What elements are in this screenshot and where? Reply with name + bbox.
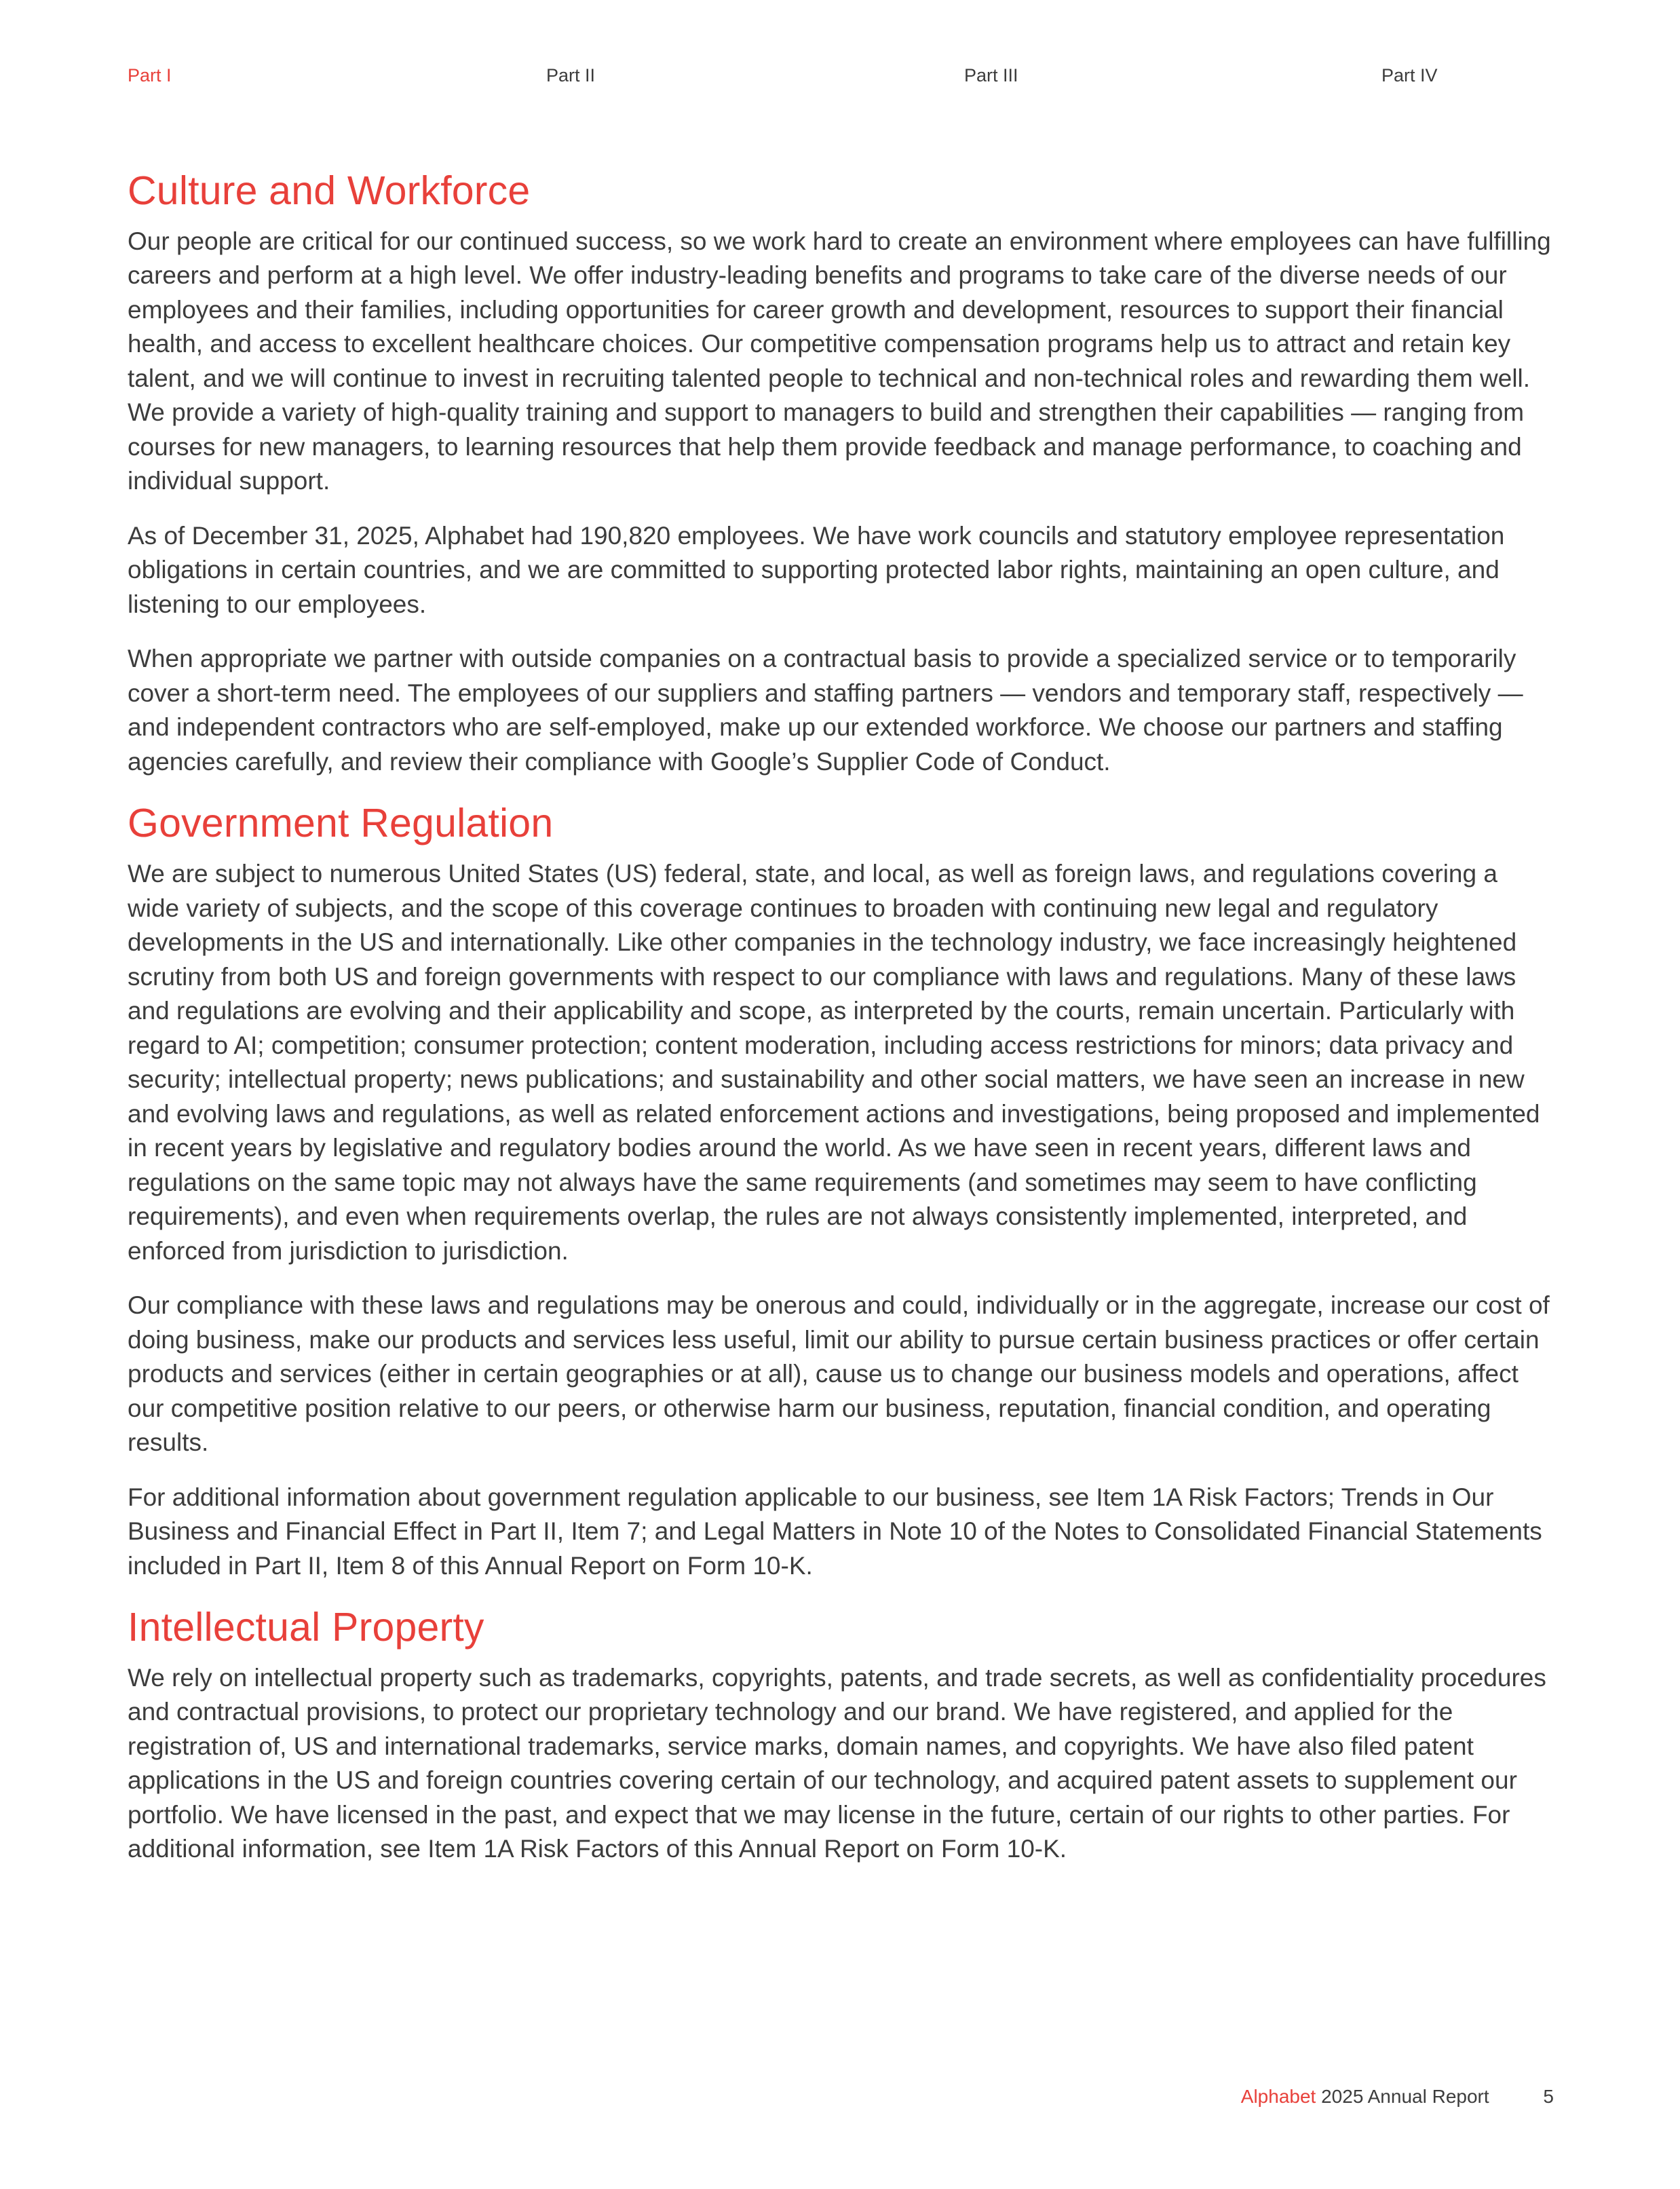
paragraph: We rely on intellectual property such as trademarks, copyrights, patents, and trade secrets, as well as confidentiality procedures and contractual provisions, to protect our proprietary technology and our brand. We have registered, and applied for the registration of, US and international trademarks, service marks, domain names, and copyrights. We have also filed patent applications in the US and foreign countries covering certain of our technology, and acquired patent assets to supplement our portfolio. We have licensed in the past, and expect that we may license in the future, certain of our rights to other parties. For additional information, see Item 1A Risk Factors of this Annual Report on Form 10-K. [128, 1663, 1546, 1863]
nav-part-i[interactable]: Part I [128, 65, 172, 85]
section-culture-and-workforce [128, 167, 1552, 779]
paragraph: Our compliance with these laws and regulations may be onerous and could, individually or in the aggregate, increase our cost of doing business, make our products and services less useful, limit our ability to pursue certain business practices or offer certain products and services (either in certain geographies or at all), cause us to change our business models and operations, affect our competitive position relative to our peers, or otherwise harm our business, reputation, financial condition, and operating results. [128, 1291, 1550, 1457]
nav-part-iii[interactable]: Part III [964, 65, 1018, 85]
paragraph: We are subject to numerous United States (US) federal, state, and local, as well as foreign laws, and regulations covering a wide variety of subjects, and the scope of this coverage continues to broaden with continuing new legal and regulatory developments in the US and internationally. Like other companies in the technology industry, we face increasingly heightened scrutiny from both US and foreign governments with respect to our compliance with laws and regulations. Many of these laws and regulations are evolving and their applicability and scope, as interpreted by the courts, remain uncertain. Particularly with regard to AI; competition; consumer protection; content moderation, including access restrictions for minors; data privacy and security; intellectual property; news publications; and sustainability and other social matters, we have seen an increase in new and evolving laws and regulations, as well as related enforcement actions and investigations, being proposed and implemented in recent years by legislative and regulatory bodies around the world. As we have seen in recent years, different laws and regulations on the same topic may not always have the same requirements (and sometimes may seem to have conflicting requirements), and even when requirements overlap, the rules are not always consistently implemented, interpreted, and enforced from jurisdiction to jurisdiction. [128, 860, 1540, 1265]
section-heading: Culture and Workforce [128, 168, 531, 213]
page-footer [1241, 2086, 1554, 2108]
footer-report-title: 2025 Annual Report [1321, 2086, 1489, 2107]
page-number: 5 [1543, 2086, 1554, 2107]
part-navigation [128, 65, 1552, 92]
paragraph: As of December 31, 2025, Alphabet had 190,820 employees. We have work councils and statutory employee representation obligations in certain countries, and we are committed to supporting protected labor rights, maintaining an open culture, and listening to our employees. [128, 521, 1505, 618]
document-body [128, 167, 1552, 1887]
paragraph: For additional information about government regulation applicable to our business, see Item 1A Risk Factors; Trends in Our Business and Financial Effect in Part II, Item 7; and Legal Matters in Note 10 of the Notes to Consolidated Financial Statements included in Part II, Item 8 of this Annual Report on Form 10-K. [128, 1483, 1542, 1580]
section-intellectual-property [128, 1603, 1552, 1867]
footer-brand: Alphabet [1240, 2086, 1316, 2107]
paragraph: When appropriate we partner with outside companies on a contractual basis to provide a specialized service or to temporarily cover a short-term need. The employees of our suppliers and staffing partners — vendors and temporary staff, respectively — and independent contractors who are self-employed, make up our extended workforce. We choose our partners and staffing agencies carefully, and review their compliance with Google’s Supplier Code of Conduct. [128, 645, 1523, 776]
nav-part-ii[interactable]: Part II [546, 65, 596, 85]
section-heading: Government Regulation [128, 801, 554, 846]
section-government-regulation [128, 799, 1552, 1583]
nav-part-iv[interactable]: Part IV [1381, 65, 1438, 85]
paragraph: Our people are critical for our continued success, so we work hard to create an environment where employees can have fulfilling careers and perform at a high level. We offer industry-leading benefits and programs to take care of the diverse needs of our employees and their families, including opportunities for career growth and development, resources to support their financial health, and access to excellent healthcare choices. Our competitive compensation programs help us to attract and retain key talent, and we will continue to invest in recruiting talented people to technical and non-technical roles and rewarding them well. We provide a variety of high-quality training and support to managers to build and strengthen their capabilities — ranging from courses for new managers, to learning resources that help them provide feedback and manage performance, to coaching and individual support. [128, 227, 1551, 495]
section-heading: Intellectual Property [128, 1605, 484, 1650]
